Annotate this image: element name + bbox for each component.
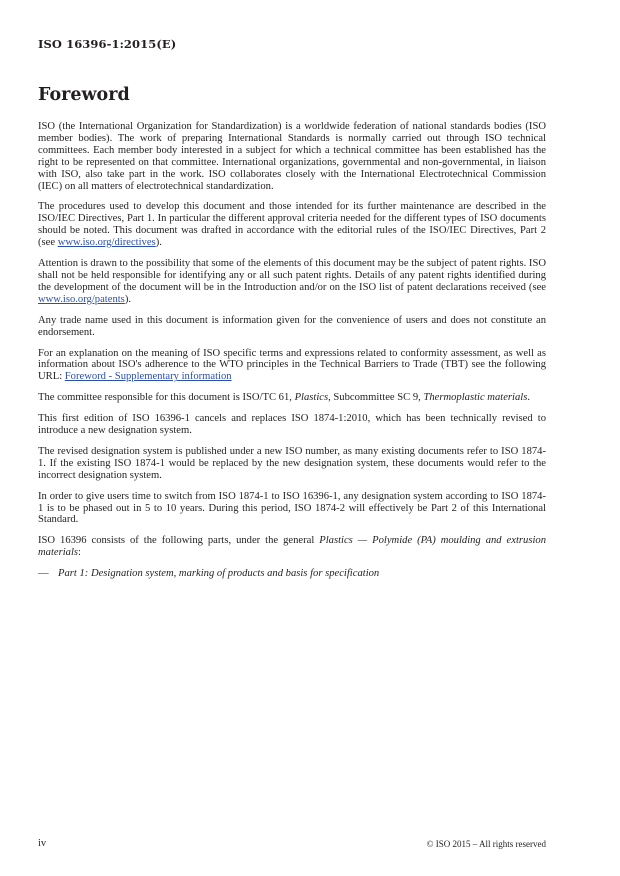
paragraph-transition: In order to give users time to switch from ISO 1874-1 to ISO 16396-1, any designation system according to ISO 1874-1 is to be phased out in 5 to 10 years. During this period, ISO 1874-2 will effectively be Part 2 of this International Standard. (38, 490, 546, 526)
supplementary-info-link[interactable]: Foreword - Supplementary information (64, 371, 232, 383)
paragraph-edition: This first edition of ISO 16396-1 cancels and replaces ISO 1874-1:2010, which has been technically revised to introduce a new designation system. (38, 413, 546, 437)
paragraph-patents (38, 258, 546, 306)
copyright-notice: © ISO 2015 – All rights reserved (426, 839, 546, 849)
paragraph-parts (38, 535, 546, 559)
list-dash: — (38, 568, 49, 580)
list-item (38, 568, 546, 580)
paragraph-text: ISO 16396 consists of the following parts, under the general (38, 535, 320, 547)
committee-name: Plastics (294, 392, 329, 404)
paragraph-conformity (38, 348, 546, 384)
paragraph-iso-intro: ISO (the International Organization for Standardization) is a worldwide federation of national standards bodies (ISO member bodies). The work of preparing International Standards is normally carried out through ISO technical committees. Each member body interested in a subject for which a technical committee has been established has the right to be represented on that committee. International organizations, governmental and non-governmental, in liaison with ISO, also take part in the work. ISO collaborates closely with the International Electrotechnical Commission (IEC) on all matters of electrotechnical standardization. (38, 121, 546, 192)
patents-link[interactable]: www.iso.org/patents (38, 293, 125, 305)
paragraph-text: , Subcommittee SC 9, (328, 392, 424, 404)
subcommittee-name: Thermoplastic materials (423, 392, 528, 404)
series-title: Plastics — Polymide (PA) moulding and extrusion materials (38, 535, 546, 559)
directives-link[interactable]: www.iso.org/directives (57, 237, 156, 249)
paragraph-text: For an explanation on the meaning of ISO specific terms and expressions related to conformity assessment, as well as information about ISO's adherence to the WTO principles in the Technical Barriers to Trade (TBT) see the following URL: (38, 347, 546, 383)
page-number: iv (38, 838, 47, 849)
paragraph-revised-system: The revised designation system is published under a new ISO number, as many existing documents refer to ISO 1874-1. If the existing ISO 1874-1 would be replaced by the new designation system, these documents would refer to the incorrect designation system. (38, 445, 546, 481)
section-title: Foreword (38, 85, 130, 105)
paragraph-text: . (527, 392, 530, 404)
paragraph-text: The procedures used to develop this document and those intended for its further maintenance are described in the ISO/IEC Directives, Part 1. In particular the different approval criteria needed for the different types of ISO documents should be noted. This document was drafted in accordance with the editorial rules of the ISO/IEC Directives, Part 2 (see (38, 201, 546, 249)
paragraph-committee (38, 392, 546, 404)
paragraph-text: : (78, 547, 81, 559)
paragraph-text: ). (155, 237, 162, 249)
paragraph-text: ). (124, 293, 131, 305)
paragraph-text: Attention is drawn to the possibility that some of the elements of this document may be the subject of patent rights. ISO shall not be held responsible for identifying any or all such patent rights. Details of any patent rights identified during the development of the document will be in the Introduction and/or on the ISO list of patent declarations received (see (38, 258, 546, 293)
list-item-text: Part 1: Designation system, marking of products and basis for specification (58, 568, 380, 580)
paragraph-procedures (38, 201, 546, 249)
document-identifier: ISO 16396-1:2015(E) (38, 37, 177, 51)
foreword-body (38, 121, 546, 589)
paragraph-text: The committee responsible for this document is ISO/TC 61, (38, 392, 295, 404)
paragraph-trade-name: Any trade name used in this document is information given for the convenience of users and does not constitute an endorsement. (38, 314, 546, 338)
